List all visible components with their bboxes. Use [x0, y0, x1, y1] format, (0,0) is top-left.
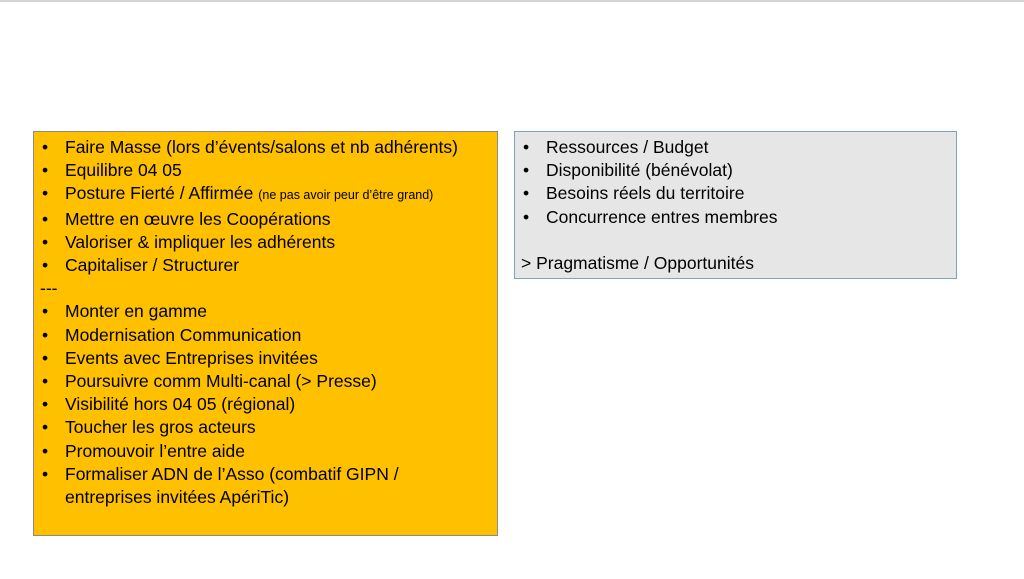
list-item: • Equilibre 04 05	[40, 159, 491, 182]
list-item: • Mettre en œuvre les Coopérations	[40, 208, 491, 231]
constraints-box	[514, 131, 957, 279]
bullet-icon: •	[42, 324, 49, 345]
bullet-icon: •	[42, 347, 49, 368]
list-item: • Besoins réels du territoire	[521, 182, 950, 205]
bullet-icon: •	[42, 371, 49, 392]
list-item: • Concurrence entres membres	[521, 206, 950, 229]
list-item: • Promouvoir l’entre aide	[40, 440, 491, 463]
list-item: • Valoriser & impliquer les adhérents	[40, 231, 491, 254]
list-item: • Events avec Entreprises invitées	[40, 347, 491, 370]
bullet-icon: •	[42, 394, 49, 415]
list-item: • Capitaliser / Structurer	[40, 254, 491, 277]
bullet-icon: •	[42, 440, 49, 461]
list-item: • Visibilité hors 04 05 (régional)	[40, 393, 491, 416]
conclusion-text: > Pragmatisme / Opportunités	[521, 253, 754, 273]
list-item: • Poursuivre comm Multi-canal (> Presse)	[40, 370, 491, 393]
bullet-icon: •	[42, 208, 49, 229]
list-item: • Modernisation Communication	[40, 324, 491, 347]
objectives-list-group-1	[40, 136, 491, 277]
note-text: (ne pas avoir peur d’être grand)	[258, 188, 434, 203]
list-item: • Toucher les gros acteurs	[40, 416, 491, 439]
bullet-icon: •	[523, 183, 530, 204]
list-item: • Monter en gamme	[40, 300, 491, 323]
objectives-list-group-2	[40, 300, 491, 509]
bullet-icon: •	[42, 301, 49, 322]
bullet-icon: •	[523, 206, 530, 227]
constraints-list	[521, 136, 950, 229]
list-item: • Disponibilité (bénévolat)	[521, 159, 950, 182]
spacer	[521, 229, 950, 252]
slide-top-border	[0, 0, 1024, 2]
bullet-icon: •	[42, 183, 49, 204]
bullet-icon: •	[42, 255, 49, 276]
bullet-icon: •	[42, 160, 49, 181]
list-item: • Ressources / Budget	[521, 136, 950, 159]
objectives-box	[33, 131, 498, 536]
bullet-icon: •	[42, 417, 49, 438]
separator-text: ---	[40, 278, 58, 299]
bullet-icon: •	[42, 463, 49, 484]
bullet-icon: •	[42, 231, 49, 252]
bullet-icon: •	[42, 137, 49, 157]
list-item: • Faire Masse (lors d’évents/salons et nb adhérents)	[40, 136, 465, 159]
bullet-icon: •	[523, 160, 530, 181]
bullet-icon: •	[523, 137, 530, 157]
list-item: • Formaliser ADN de l’Asso (combatif GIPN / entreprises invitées ApériTic)	[42, 463, 399, 508]
list-item: • Posture Fierté / Affirmée (ne pas avoir peur d’être grand)	[40, 182, 491, 207]
